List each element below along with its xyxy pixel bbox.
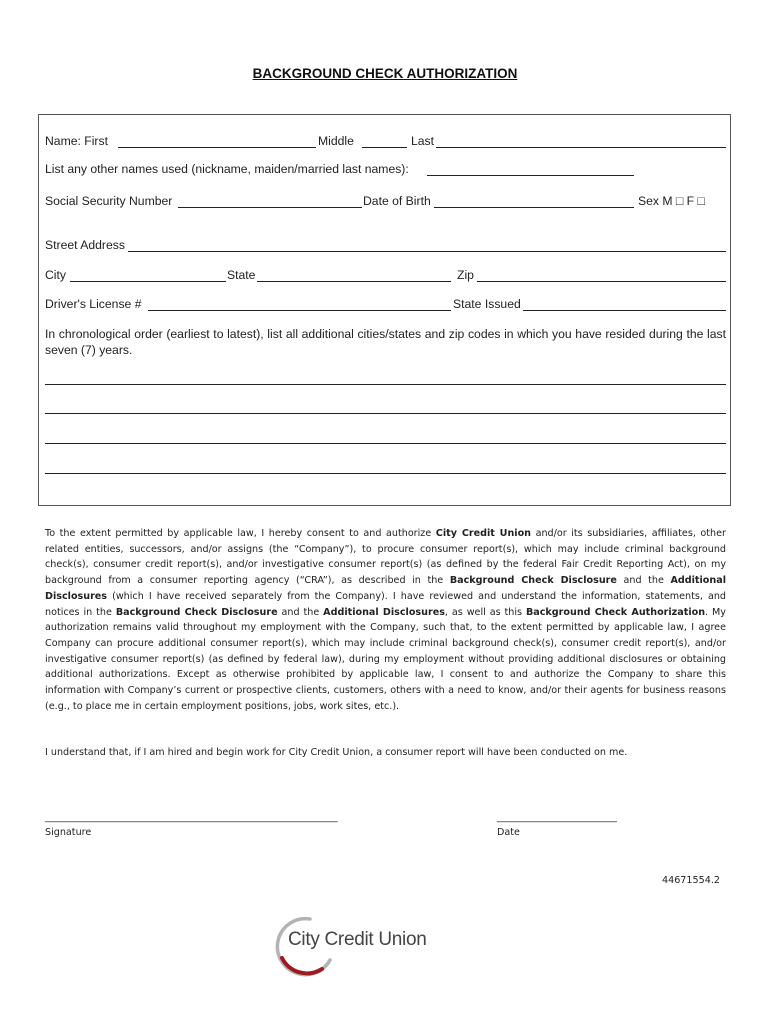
- license-field[interactable]: [148, 310, 451, 311]
- authorization-ref: Background Check Authorization: [525, 606, 706, 618]
- additional-disclosures-ref: Additional Disclosures: [45, 575, 726, 602]
- other-names-label: List any other names used (nickname, maiden/married last names):: [45, 162, 409, 176]
- signature-label: Signature: [45, 827, 92, 838]
- zip-field[interactable]: [477, 281, 726, 282]
- ssn-label: Social Security Number: [45, 194, 173, 208]
- disclosure-ref: Background Check Disclosure: [115, 606, 278, 618]
- logo-wordmark: City Credit Union: [288, 929, 427, 950]
- state-label: State: [227, 268, 256, 282]
- additional-disclosures-ref: Additional Disclosures: [323, 606, 445, 618]
- street-label: Street Address: [45, 238, 125, 252]
- residence-instructions: In chronological order (earliest to latest), list all additional cities/states and zip codes in which you have resided during the last seven (7) years.: [45, 327, 726, 357]
- state-issued-label: State Issued: [453, 297, 521, 311]
- disclosure-ref: Background Check Disclosure: [449, 575, 617, 587]
- zip-label: Zip: [457, 268, 474, 282]
- residence-line-1[interactable]: [45, 384, 726, 385]
- understanding-statement: I understand that, if I am hired and begin work for City Credit Union, a consumer report will have been conducted on me.: [45, 747, 628, 758]
- other-names-field[interactable]: [427, 175, 634, 176]
- dob-field[interactable]: [434, 207, 634, 208]
- ssn-field[interactable]: [178, 207, 362, 208]
- date-label: Date: [497, 827, 520, 838]
- city-field[interactable]: [70, 281, 226, 282]
- middle-name-field[interactable]: [362, 147, 407, 148]
- last-name-field[interactable]: [436, 147, 726, 148]
- street-field[interactable]: [128, 251, 726, 252]
- dob-label: Date of Birth: [363, 194, 431, 208]
- date-line[interactable]: _________________________: [497, 812, 617, 823]
- residence-line-4[interactable]: [45, 473, 726, 474]
- state-field[interactable]: [257, 281, 451, 282]
- first-name-label: Name: First: [45, 134, 108, 148]
- logo-accent-arc: [282, 958, 322, 973]
- authorization-text: To the extent permitted by applicable law, I hereby consent to and authorize City Credit Union and/or its subsidiaries, affiliates, other related entities, successors, and/or assigns (the “Company”), to procure consumer report(s), which may include criminal background check(s), consumer credit report(s), and/or investigative consumer report(s) (as defined by the federal Fair Credit Reporting Act), on my background from a consumer reporting agency (“CRA”), as described in the Background Check Disclosure and the Additional Disclosures (which I have received separately from the Company). I have reviewed and understand the information, statements, and notices in the Background Check Disclosure and the Additional Disclosures, as well as this Background Check Authorization. My authorization remains valid throughout my employment with the Company, such that, to the extent permitted by applicable law, I agree Company can procure additional consumer report(s), which may include criminal background check(s), consumer credit report(s), and/or investigative consumer report(s) (as defined by federal law), during my employment without providing additional disclosures or obtaining additional authorizations. Except as otherwise prohibited by applicable law, I consent to and authorize the Company to share this information with Company’s current or prospective clients, customers, others with a need to know, and/or their agents for business reasons (e.g., to place me in certain employment positions, jobs, work sites, etc.).: [45, 528, 726, 712]
- document-number: 44671554.2: [662, 875, 720, 886]
- residence-line-2[interactable]: [45, 413, 726, 414]
- state-issued-field[interactable]: [523, 310, 726, 311]
- residence-line-3[interactable]: [45, 443, 726, 444]
- license-label: Driver's License #: [45, 297, 142, 311]
- first-name-field[interactable]: [118, 147, 316, 148]
- company-name: City Credit Union: [435, 528, 532, 539]
- middle-name-label: Middle: [318, 134, 354, 148]
- signature-line[interactable]: _____________________________________________________________: [45, 812, 338, 823]
- city-label: City: [45, 268, 66, 282]
- page-title: BACKGROUND CHECK AUTHORIZATION: [252, 66, 518, 81]
- sex-checkboxes[interactable]: Sex M □ F □: [638, 194, 705, 208]
- last-name-label: Last: [411, 134, 435, 148]
